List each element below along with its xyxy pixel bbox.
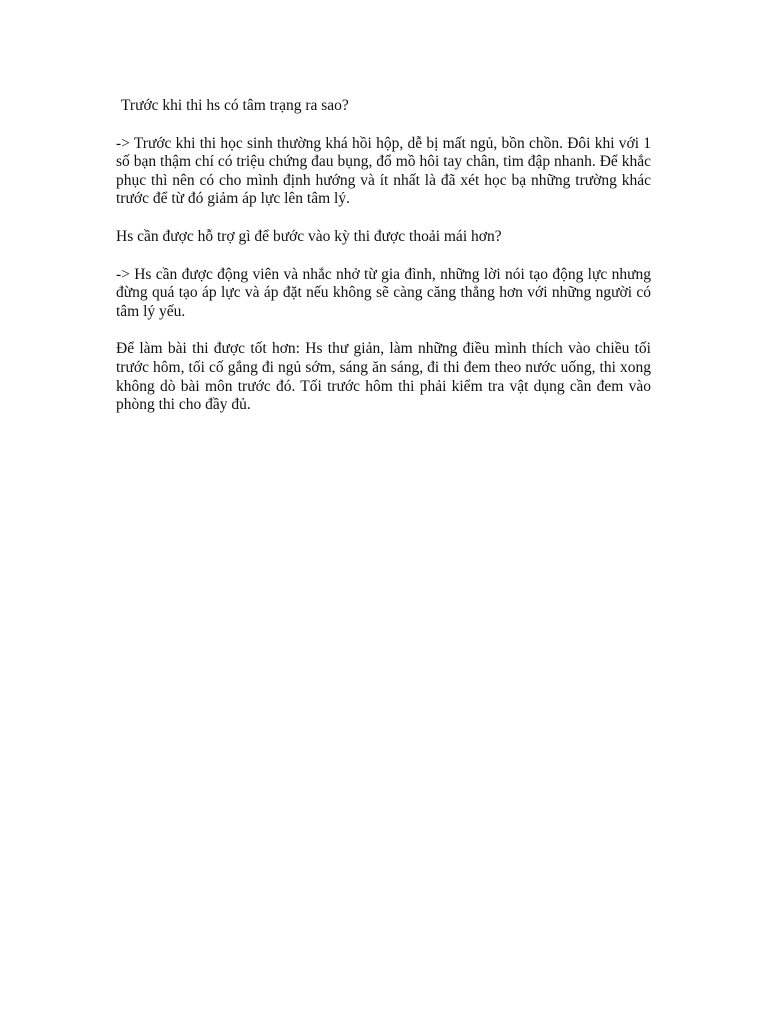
question-support-needed: Hs cần được hỗ trợ gì để bước vào kỳ thi được thoải mái hơn? [116,227,502,245]
question-exam-mood: Trước khi thi hs có tâm trạng ra sao? [121,97,349,114]
answer-exam-mood: -> Trước khi thi học sinh thường khá hồi hộp, dễ bị mất ngủ, bồn chồn. Đôi khi với 1 số bạn thậm chí có triệu chứng đau bụng, đổ mồ hôi tay chân, tim đập nhanh. Để khắc phục thì nên có cho mình định hướng và ít nhất là đã xét học bạ những trường khác trước để từ đó giảm áp lực lên tâm lý. [116,134,651,208]
document-body [116,97,651,434]
exam-tips-paragraph: Để làm bài thi được tốt hơn: Hs thư giản, làm những điều mình thích vào chiều tối trước hôm, tối cố gắng đi ngủ sớm, sáng ăn sáng, đi thi đem theo nước uống, thi xong không dò bài môn trước đó. Tối trước hôm thi phải kiểm tra vật dụng cần đem vào phòng thi cho đầy đủ. [116,340,651,414]
answer-support-needed: -> Hs cần được động viên và nhắc nhở từ gia đình, những lời nói tạo động lực nhưng đừng quá tạo áp lực và áp đặt nếu không sẽ càng căng thẳng hơn với những người có tâm lý yếu. [116,265,651,320]
